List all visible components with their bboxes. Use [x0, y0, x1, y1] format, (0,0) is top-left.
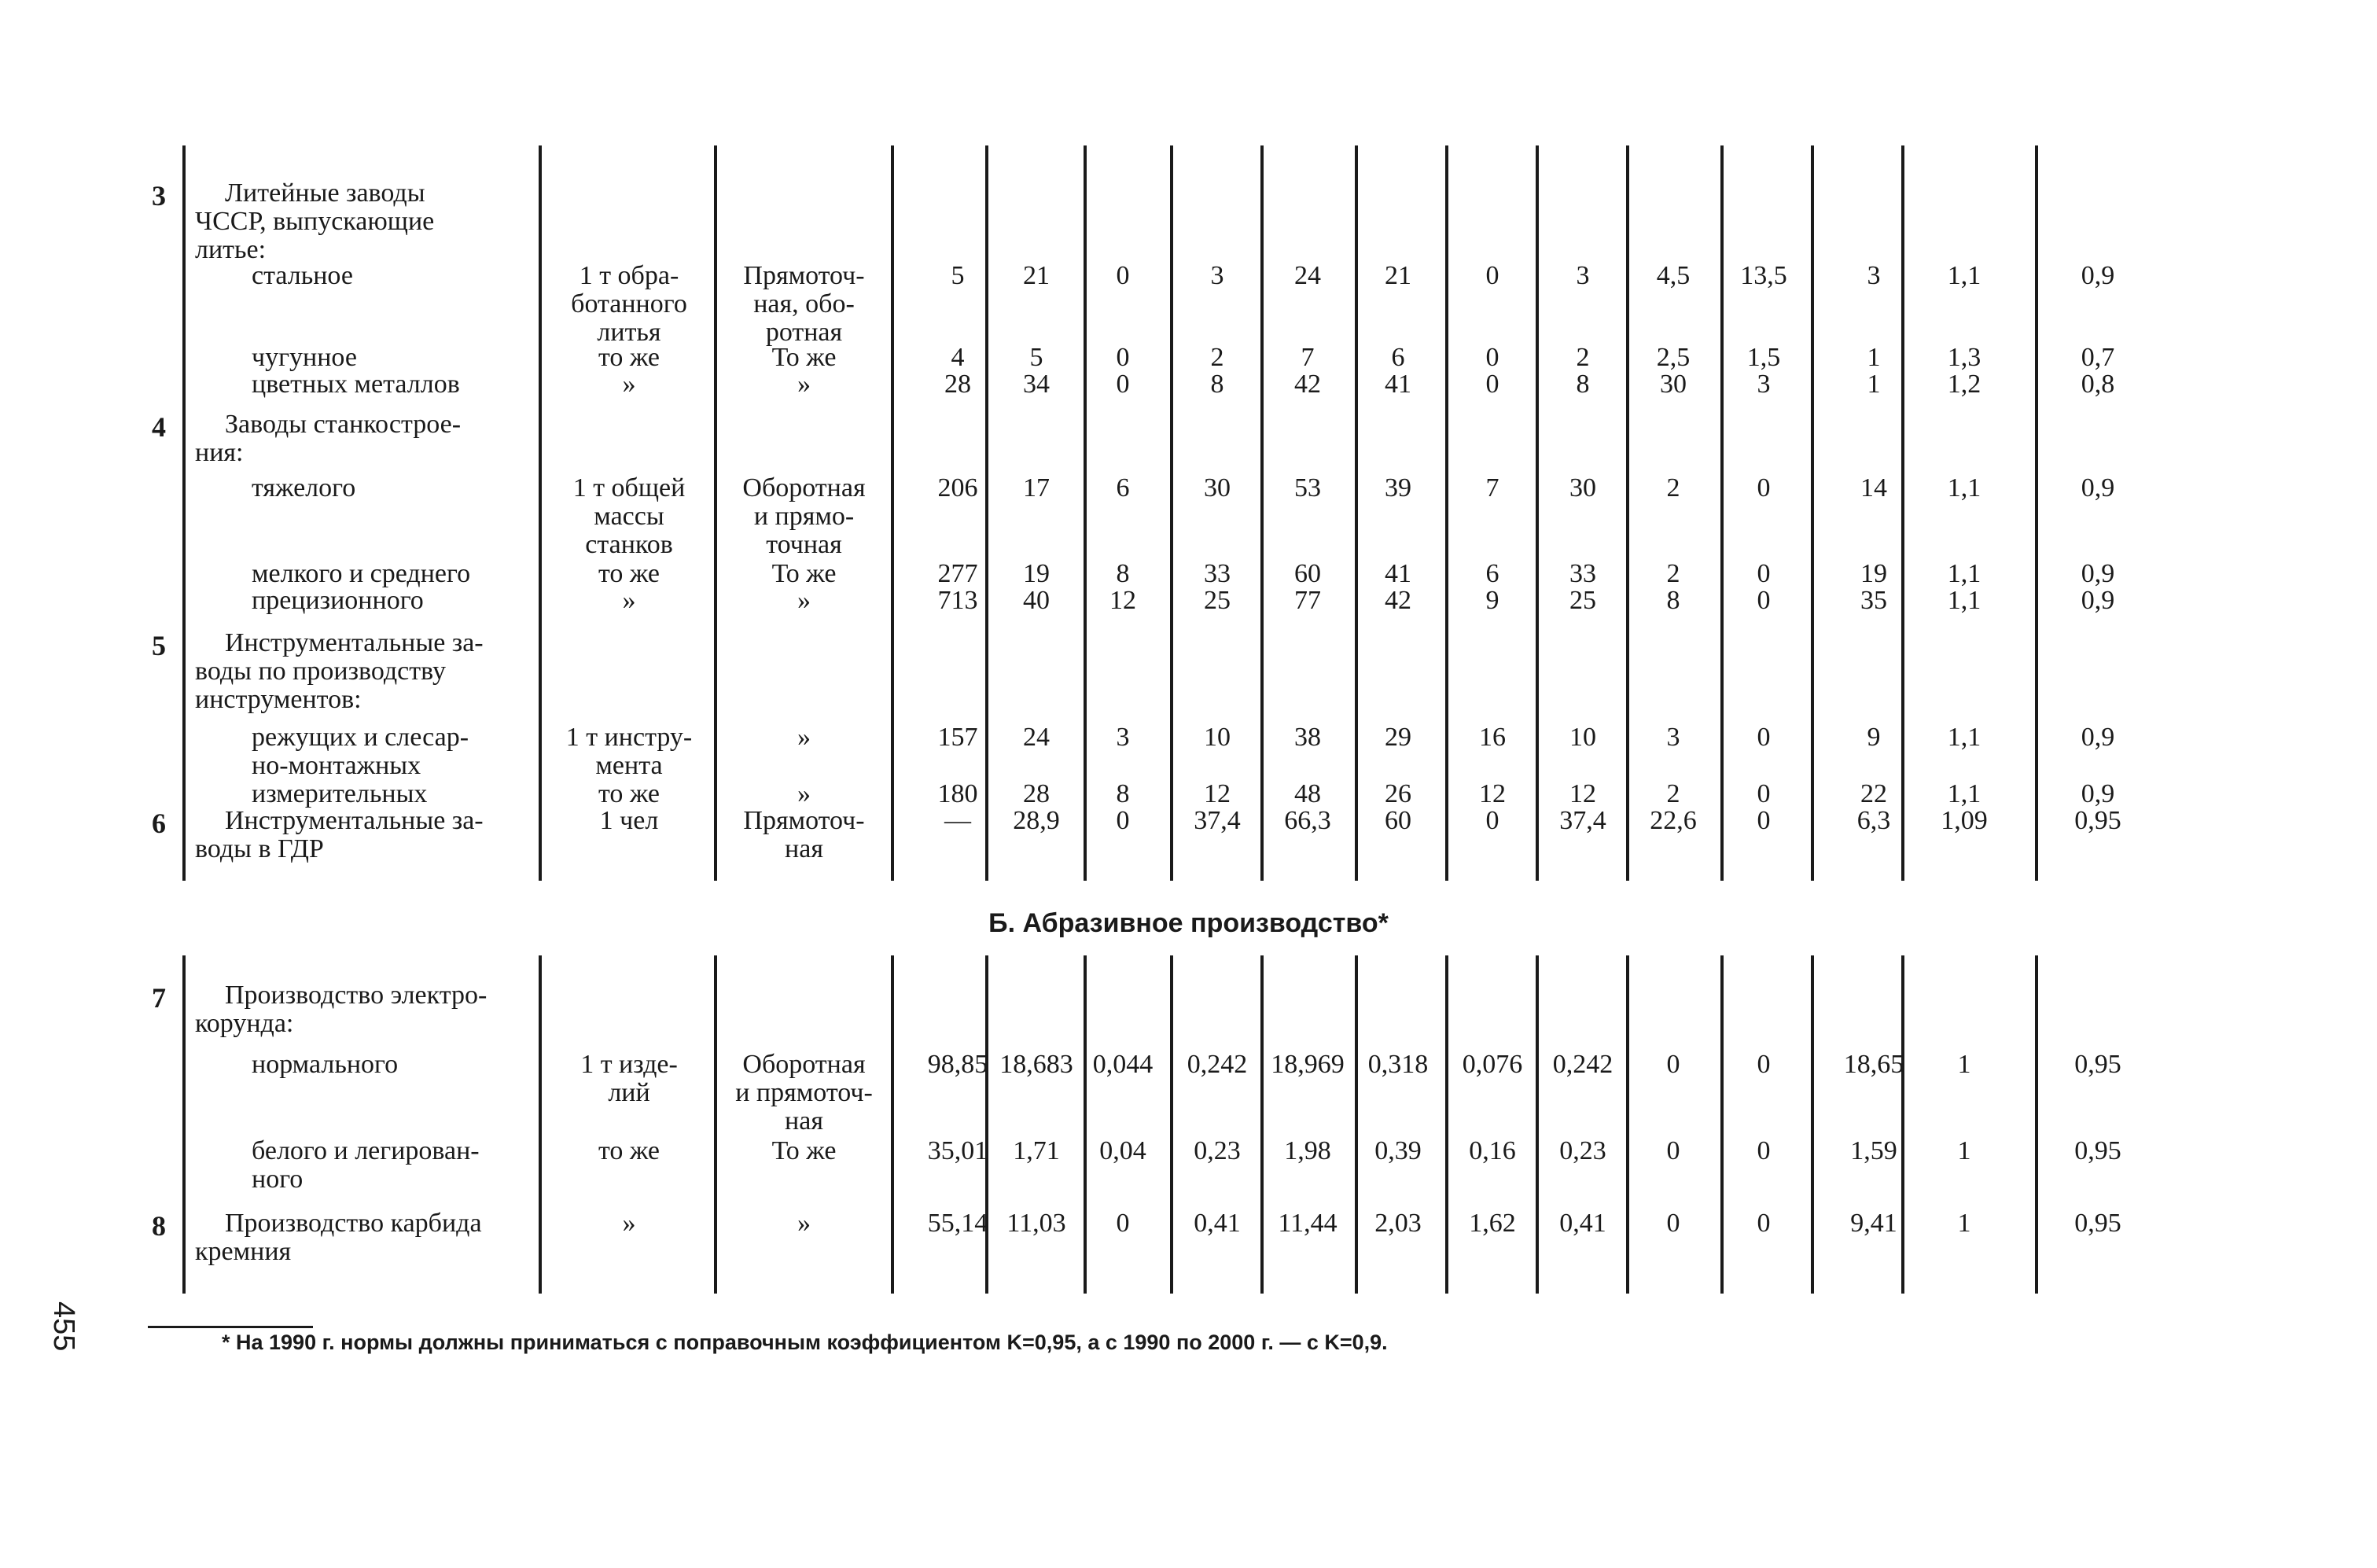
- value-cell: 1,1: [1947, 779, 1981, 808]
- value-cell: 1,71: [1013, 1136, 1060, 1165]
- unit-cell: 1 т общей: [572, 473, 686, 502]
- value-cell: 4: [951, 343, 965, 372]
- value-cell: 713: [937, 586, 978, 615]
- value-cell: 21: [1385, 261, 1411, 290]
- column-rule: [1170, 145, 1173, 881]
- row-description: ния:: [195, 438, 244, 467]
- row-description: мелкого и среднего: [252, 559, 471, 588]
- value-cell: 1,98: [1284, 1136, 1331, 1165]
- value-cell: 5: [951, 261, 965, 290]
- water-supply-cell: Прямоточ-: [743, 806, 865, 835]
- value-cell: 33: [1204, 559, 1231, 588]
- value-cell: 180: [937, 779, 978, 808]
- value-cell: 1,1: [1947, 473, 1981, 502]
- value-cell: 0,39: [1374, 1136, 1422, 1165]
- row-number: 5: [152, 630, 166, 661]
- row-description: Литейные заводы: [225, 179, 425, 208]
- value-cell: 0,318: [1367, 1050, 1429, 1079]
- column-rule: [539, 145, 542, 881]
- value-cell: 28: [944, 370, 971, 399]
- value-cell: 35: [1860, 586, 1887, 615]
- value-cell: 41: [1385, 370, 1411, 399]
- value-cell: 0: [1485, 806, 1499, 835]
- unit-cell: »: [622, 1209, 636, 1238]
- row-description: воды по производству: [195, 657, 446, 686]
- column-rule: [891, 955, 894, 1294]
- value-cell: 1,5: [1746, 343, 1781, 372]
- water-supply-cell: То же: [771, 559, 837, 588]
- row-description: кремния: [195, 1237, 292, 1266]
- value-cell: 18,65: [1843, 1050, 1904, 1079]
- column-rule: [1084, 955, 1087, 1294]
- value-cell: 10: [1204, 723, 1231, 752]
- value-cell: 9: [1485, 586, 1499, 615]
- value-cell: —: [944, 806, 971, 835]
- row-description: тяжелого: [252, 473, 356, 502]
- value-cell: 0: [1485, 343, 1499, 372]
- water-supply-cell: ротная: [765, 318, 843, 347]
- value-cell: 3: [1867, 261, 1881, 290]
- row-description: Производство электро-: [225, 981, 488, 1010]
- water-supply-cell: »: [797, 723, 811, 752]
- value-cell: 2: [1666, 779, 1680, 808]
- unit-cell: то же: [598, 779, 660, 808]
- unit-cell: станков: [585, 530, 673, 559]
- value-cell: 0: [1757, 1136, 1771, 1165]
- value-cell: 12: [1479, 779, 1506, 808]
- column-rule: [1445, 955, 1448, 1294]
- unit-cell: то же: [598, 343, 660, 372]
- column-rule: [1355, 145, 1358, 881]
- row-description: измерительных: [252, 779, 428, 808]
- row-description: прецизионного: [252, 586, 424, 615]
- value-cell: 0,95: [2074, 806, 2121, 835]
- row-description: литье:: [195, 235, 267, 264]
- column-rule: [1811, 955, 1814, 1294]
- value-cell: 6,3: [1856, 806, 1891, 835]
- value-cell: 3: [1666, 723, 1680, 752]
- column-rule: [1260, 145, 1264, 881]
- value-cell: 2,03: [1374, 1209, 1422, 1238]
- value-cell: 11,03: [1006, 1209, 1066, 1238]
- row-description: ЧССР, выпускающие: [195, 207, 435, 236]
- value-cell: 0: [1666, 1050, 1680, 1079]
- value-cell: 0: [1757, 559, 1771, 588]
- row-description: стальное: [252, 261, 353, 290]
- value-cell: 40: [1023, 586, 1050, 615]
- value-cell: 7: [1485, 473, 1499, 502]
- value-cell: 26: [1385, 779, 1411, 808]
- column-rule: [891, 145, 894, 881]
- column-rule: [1901, 145, 1904, 881]
- column-rule: [1536, 145, 1539, 881]
- value-cell: 22,6: [1650, 806, 1697, 835]
- value-cell: 39: [1385, 473, 1411, 502]
- column-rule: [1626, 145, 1629, 881]
- value-cell: 60: [1294, 559, 1321, 588]
- unit-cell: 1 т обра-: [579, 261, 679, 290]
- value-cell: 42: [1385, 586, 1411, 615]
- page-number: 455: [47, 1301, 80, 1352]
- value-cell: 1,62: [1469, 1209, 1516, 1238]
- value-cell: 21: [1023, 261, 1050, 290]
- water-supply-cell: ная: [785, 1106, 823, 1136]
- value-cell: 0: [1666, 1136, 1680, 1165]
- value-cell: 2,5: [1656, 343, 1691, 372]
- value-cell: 0: [1757, 473, 1771, 502]
- row-description: цветных металлов: [252, 370, 460, 399]
- value-cell: 3: [1757, 370, 1771, 399]
- value-cell: 1,1: [1947, 261, 1981, 290]
- water-supply-cell: »: [797, 370, 811, 399]
- value-cell: 3: [1576, 261, 1590, 290]
- value-cell: 0,41: [1194, 1209, 1241, 1238]
- column-rule: [1811, 145, 1814, 881]
- value-cell: 0,9: [2081, 473, 2115, 502]
- row-description: Инструментальные за-: [225, 806, 484, 835]
- value-cell: 11,44: [1278, 1209, 1338, 1238]
- value-cell: 1,1: [1947, 586, 1981, 615]
- value-cell: 12: [1109, 586, 1136, 615]
- value-cell: 0,95: [2074, 1209, 2121, 1238]
- unit-cell: то же: [598, 559, 660, 588]
- value-cell: 0: [1757, 1209, 1771, 1238]
- value-cell: 277: [937, 559, 978, 588]
- value-cell: 0: [1757, 779, 1771, 808]
- row-description: нормального: [252, 1050, 399, 1079]
- value-cell: 206: [937, 473, 978, 502]
- unit-cell: »: [622, 370, 636, 399]
- unit-cell: массы: [594, 502, 664, 531]
- column-rule: [182, 145, 186, 881]
- value-cell: 1,09: [1941, 806, 1988, 835]
- value-cell: 25: [1569, 586, 1596, 615]
- column-rule: [714, 145, 717, 881]
- column-rule: [2035, 955, 2038, 1294]
- value-cell: 3: [1210, 261, 1224, 290]
- value-cell: 1,1: [1947, 723, 1981, 752]
- value-cell: 19: [1860, 559, 1887, 588]
- value-cell: 0: [1116, 343, 1130, 372]
- row-number: 3: [152, 180, 166, 212]
- row-description: ного: [252, 1165, 304, 1194]
- value-cell: 1: [1867, 343, 1881, 372]
- value-cell: 30: [1569, 473, 1596, 502]
- water-supply-cell: То же: [771, 1136, 837, 1165]
- value-cell: 0,9: [2081, 723, 2115, 752]
- value-cell: 29: [1385, 723, 1411, 752]
- value-cell: 8: [1116, 779, 1130, 808]
- value-cell: 42: [1294, 370, 1321, 399]
- value-cell: 17: [1023, 473, 1050, 502]
- value-cell: 0,044: [1092, 1050, 1154, 1079]
- value-cell: 8: [1666, 586, 1680, 615]
- value-cell: 0: [1485, 261, 1499, 290]
- value-cell: 5: [1029, 343, 1043, 372]
- row-description: Производство карбида: [225, 1209, 482, 1238]
- value-cell: 12: [1569, 779, 1596, 808]
- unit-cell: лий: [608, 1078, 650, 1107]
- value-cell: 37,4: [1194, 806, 1241, 835]
- value-cell: 7: [1301, 343, 1315, 372]
- value-cell: 0,41: [1559, 1209, 1606, 1238]
- value-cell: 37,4: [1559, 806, 1606, 835]
- water-supply-cell: Оборотная: [742, 473, 866, 502]
- column-rule: [1355, 955, 1358, 1294]
- row-description: но-монтажных: [252, 751, 421, 780]
- value-cell: 0,8: [2081, 370, 2115, 399]
- water-supply-cell: точная: [766, 530, 842, 559]
- value-cell: 6: [1485, 559, 1499, 588]
- value-cell: 8: [1210, 370, 1224, 399]
- value-cell: 1: [1867, 370, 1881, 399]
- column-rule: [1720, 955, 1724, 1294]
- value-cell: 1,2: [1947, 370, 1981, 399]
- column-rule: [985, 145, 988, 881]
- value-cell: 2: [1666, 559, 1680, 588]
- value-cell: 0,9: [2081, 559, 2115, 588]
- value-cell: 6: [1116, 473, 1130, 502]
- column-rule: [1720, 145, 1724, 881]
- value-cell: 1: [1957, 1136, 1971, 1165]
- value-cell: 0: [1757, 586, 1771, 615]
- section-b-title: Б. Абразивное производство*: [988, 908, 1389, 938]
- column-rule: [1445, 145, 1448, 881]
- value-cell: 18,683: [999, 1050, 1073, 1079]
- value-cell: 0,9: [2081, 779, 2115, 808]
- value-cell: 30: [1204, 473, 1231, 502]
- value-cell: 1,3: [1947, 343, 1981, 372]
- value-cell: 10: [1569, 723, 1596, 752]
- value-cell: 2: [1576, 343, 1590, 372]
- value-cell: 53: [1294, 473, 1321, 502]
- value-cell: 0,242: [1187, 1050, 1248, 1079]
- value-cell: 9: [1867, 723, 1881, 752]
- value-cell: 0,242: [1552, 1050, 1613, 1079]
- row-description: режущих и слесар-: [252, 723, 469, 752]
- footnote: * На 1990 г. нормы должны приниматься с поправочным коэффициентом K=0,95, а с 1990 по 2000 г. — с K=0,9.: [222, 1331, 1388, 1354]
- row-number: 4: [152, 411, 166, 443]
- value-cell: 1: [1957, 1209, 1971, 1238]
- value-cell: 0: [1116, 1209, 1130, 1238]
- value-cell: 25: [1204, 586, 1231, 615]
- value-cell: 30: [1660, 370, 1687, 399]
- water-supply-cell: и прямо-: [753, 502, 855, 531]
- column-rule: [1626, 955, 1629, 1294]
- column-rule: [1901, 955, 1904, 1294]
- value-cell: 0,95: [2074, 1136, 2121, 1165]
- value-cell: 12: [1204, 779, 1231, 808]
- value-cell: 55,14: [927, 1209, 988, 1238]
- water-supply-cell: Оборотная: [742, 1050, 866, 1079]
- column-rule: [1170, 955, 1173, 1294]
- water-supply-cell: »: [797, 586, 811, 615]
- water-supply-cell: Прямоточ-: [743, 261, 865, 290]
- column-rule: [182, 955, 186, 1294]
- value-cell: 35,01: [927, 1136, 988, 1165]
- value-cell: 0: [1116, 806, 1130, 835]
- water-supply-cell: »: [797, 779, 811, 808]
- value-cell: 98,85: [927, 1050, 988, 1079]
- column-rule: [1084, 145, 1087, 881]
- row-description: Заводы станкострое-: [225, 410, 462, 439]
- water-supply-cell: То же: [771, 343, 837, 372]
- value-cell: 6: [1391, 343, 1405, 372]
- value-cell: 0,04: [1099, 1136, 1146, 1165]
- value-cell: 41: [1385, 559, 1411, 588]
- value-cell: 19: [1023, 559, 1050, 588]
- unit-cell: 1 т изде-: [580, 1050, 678, 1079]
- value-cell: 1,1: [1947, 559, 1981, 588]
- value-cell: 0: [1757, 723, 1771, 752]
- value-cell: 60: [1385, 806, 1411, 835]
- row-description: инструментов:: [195, 685, 362, 714]
- value-cell: 0,9: [2081, 586, 2115, 615]
- value-cell: 28,9: [1013, 806, 1060, 835]
- row-number: 7: [152, 982, 166, 1014]
- column-rule: [1536, 955, 1539, 1294]
- value-cell: 0: [1116, 370, 1130, 399]
- unit-cell: »: [622, 586, 636, 615]
- unit-cell: 1 чел: [599, 806, 659, 835]
- value-cell: 0: [1485, 370, 1499, 399]
- water-supply-cell: и прямоточ-: [735, 1078, 873, 1107]
- value-cell: 0,23: [1194, 1136, 1241, 1165]
- value-cell: 0,23: [1559, 1136, 1606, 1165]
- value-cell: 157: [937, 723, 978, 752]
- value-cell: 28: [1023, 779, 1050, 808]
- value-cell: 8: [1116, 559, 1130, 588]
- footnote-rule: [148, 1326, 313, 1328]
- value-cell: 66,3: [1284, 806, 1331, 835]
- value-cell: 0,9: [2081, 261, 2115, 290]
- water-supply-cell: ная, обо-: [753, 289, 855, 318]
- value-cell: 2: [1210, 343, 1224, 372]
- water-supply-cell: ная: [785, 834, 823, 863]
- value-cell: 0,076: [1462, 1050, 1523, 1079]
- value-cell: 16: [1479, 723, 1506, 752]
- value-cell: 18,969: [1271, 1050, 1345, 1079]
- value-cell: 0,16: [1469, 1136, 1516, 1165]
- unit-cell: то же: [598, 1136, 660, 1165]
- value-cell: 33: [1569, 559, 1596, 588]
- value-cell: 22: [1860, 779, 1887, 808]
- value-cell: 34: [1023, 370, 1050, 399]
- value-cell: 24: [1023, 723, 1050, 752]
- value-cell: 4,5: [1656, 261, 1691, 290]
- column-rule: [1260, 955, 1264, 1294]
- column-rule: [539, 955, 542, 1294]
- unit-cell: литья: [597, 318, 661, 347]
- value-cell: 0,7: [2081, 343, 2115, 372]
- unit-cell: мента: [595, 751, 663, 780]
- row-description: воды в ГДР: [195, 834, 324, 863]
- value-cell: 24: [1294, 261, 1321, 290]
- row-description: Инструментальные за-: [225, 628, 484, 657]
- value-cell: 0: [1666, 1209, 1680, 1238]
- water-supply-cell: »: [797, 1209, 811, 1238]
- value-cell: 0: [1757, 1050, 1771, 1079]
- value-cell: 1: [1957, 1050, 1971, 1079]
- value-cell: 2: [1666, 473, 1680, 502]
- value-cell: 77: [1294, 586, 1321, 615]
- value-cell: 3: [1116, 723, 1130, 752]
- value-cell: 9,41: [1850, 1209, 1897, 1238]
- value-cell: 14: [1860, 473, 1887, 502]
- value-cell: 8: [1576, 370, 1590, 399]
- unit-cell: ботанного: [571, 289, 687, 318]
- value-cell: 1,59: [1850, 1136, 1897, 1165]
- unit-cell: 1 т инстру-: [565, 723, 693, 752]
- value-cell: 0,95: [2074, 1050, 2121, 1079]
- row-description: корунда:: [195, 1009, 294, 1038]
- value-cell: 48: [1294, 779, 1321, 808]
- value-cell: 0: [1757, 806, 1771, 835]
- row-number: 6: [152, 808, 166, 839]
- row-description: чугунное: [252, 343, 357, 372]
- value-cell: 38: [1294, 723, 1321, 752]
- value-cell: 0: [1116, 261, 1130, 290]
- column-rule: [2035, 145, 2038, 881]
- column-rule: [985, 955, 988, 1294]
- column-rule: [714, 955, 717, 1294]
- row-number: 8: [152, 1210, 166, 1242]
- row-description: белого и легирован-: [252, 1136, 480, 1165]
- value-cell: 13,5: [1740, 261, 1787, 290]
